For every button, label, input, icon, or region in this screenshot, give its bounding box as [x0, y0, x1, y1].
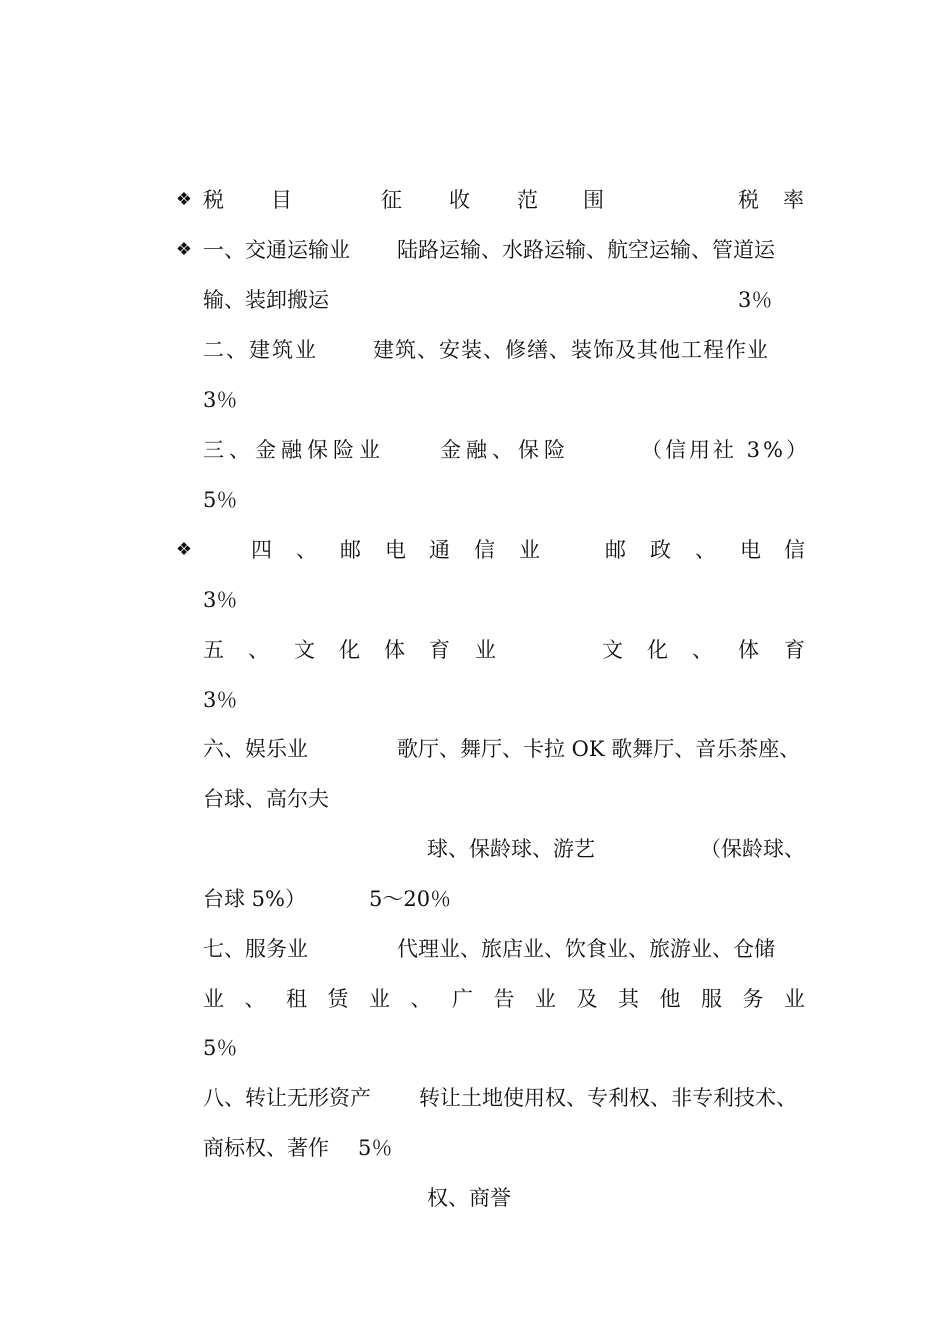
row-char: 业: [475, 638, 496, 662]
row-scope: 歌厅、舞厅、卡拉 OK 歌舞厅、音乐茶座、: [397, 737, 801, 761]
row-rate: 5％: [358, 1136, 393, 1160]
row-name: 二、建筑业: [203, 338, 318, 362]
header-col2-char: 围: [583, 188, 604, 212]
row-char: 五: [203, 638, 224, 662]
row-rate: 5％: [203, 488, 238, 512]
bullet-icon: ❖: [175, 239, 193, 260]
row-services-cont: [203, 983, 805, 1015]
row-scope: 转让土地使用权、专利权、非专利技术、: [419, 1086, 797, 1110]
row-scope: 金融、保险: [440, 438, 570, 462]
row-name: 七、服务业: [203, 937, 308, 961]
table-header: [203, 184, 823, 216]
row-char: 邮: [605, 538, 626, 562]
row-char: 他: [659, 987, 681, 1011]
header-col1-char: 税: [203, 188, 224, 212]
row-post-telecom-rate-line: [203, 584, 823, 616]
row-char: 务: [742, 987, 764, 1011]
row-char: 业: [784, 987, 805, 1011]
row-entertainment-cont3: [203, 883, 823, 915]
row-services: [203, 933, 823, 965]
row-char: 通: [429, 538, 450, 562]
row-rate: 5～20％: [369, 887, 452, 911]
row-char: 、: [692, 638, 713, 662]
row-transport-cont: [203, 284, 823, 316]
row-scope: 建筑、安装、修缮、装饰及其他工程作业: [373, 338, 769, 362]
row-rate: 3％: [203, 688, 238, 712]
row-intangible-assets-cont1: [203, 1132, 823, 1164]
row-rate: 5％: [203, 1036, 238, 1060]
row-char: 育: [784, 638, 805, 662]
row-char: 、: [695, 538, 716, 562]
row-char: 体: [738, 638, 759, 662]
bullet-icon: ❖: [175, 539, 193, 560]
row-scope: 代理业、旅店业、饮食业、旅游业、仓储: [397, 937, 775, 961]
row-culture-sports-rate-line: [203, 684, 823, 716]
row-char: 育: [429, 638, 450, 662]
row-char: 邮: [340, 538, 361, 562]
row-char: 文: [294, 638, 315, 662]
row-culture-sports: [203, 634, 823, 666]
row-char: 、: [244, 987, 266, 1011]
row-char: 四: [251, 538, 272, 562]
row-char: 及: [576, 987, 598, 1011]
row-services-rate-line: [203, 1032, 823, 1064]
row-entertainment-cont2: [203, 833, 823, 865]
row-intangible-assets: [203, 1082, 823, 1114]
row-char: 其: [618, 987, 639, 1011]
row-char: 电: [385, 538, 406, 562]
row-note: （信用社 3%）: [641, 438, 810, 462]
row-intangible-assets-cont2: [203, 1182, 823, 1214]
row-entertainment: [203, 733, 823, 765]
row-rate: 3％: [203, 588, 238, 612]
row-transport: [203, 234, 823, 266]
row-char: 告: [493, 987, 515, 1011]
row-char: 化: [339, 638, 360, 662]
row-char: 业: [519, 538, 540, 562]
row-scope-cont: 球、保龄球、游艺: [427, 837, 595, 861]
row-char: 信: [474, 538, 495, 562]
row-scope-cont: 商标权、著作: [203, 1136, 329, 1160]
row-char: 业: [369, 987, 390, 1011]
row-construction-rate-line: [203, 384, 823, 416]
row-note: （保龄球、: [700, 837, 805, 861]
header-col1-char: 目: [271, 188, 292, 212]
row-char: 广: [452, 987, 473, 1011]
row-char: 化: [647, 638, 668, 662]
row-name: 八、转让无形资产: [203, 1086, 371, 1110]
row-finance-rate-line: [203, 484, 823, 516]
row-char: 业: [203, 987, 224, 1011]
row-char: 服: [701, 987, 722, 1011]
row-scope-cont: 权、商誉: [427, 1186, 511, 1210]
row-char: 电: [740, 538, 761, 562]
row-construction: [203, 334, 823, 366]
row-name: 一、交通运输业: [203, 238, 350, 262]
row-post-telecom: [203, 534, 823, 566]
row-char: 、: [248, 638, 269, 662]
row-scope-cont: 台球、高尔夫: [203, 787, 329, 811]
row-char: 、: [410, 987, 432, 1011]
row-scope-cont: 输、装卸搬运: [203, 288, 329, 312]
bullet-icon: ❖: [175, 189, 193, 210]
row-char: 赁: [327, 987, 349, 1011]
row-char: 租: [286, 987, 307, 1011]
row-char: 信: [784, 538, 805, 562]
row-char: 业: [535, 987, 556, 1011]
row-note: 台球 5%）: [203, 887, 306, 911]
header-col2-char: 收: [449, 188, 470, 212]
header-col3-char: 税: [738, 188, 759, 212]
row-finance: [203, 434, 823, 466]
row-name: 三、金融保险业: [203, 438, 385, 462]
row-char: 文: [602, 638, 623, 662]
header-col2-char: 范: [517, 188, 538, 212]
row-char: 、: [296, 538, 317, 562]
row-char: 政: [650, 538, 671, 562]
header-col2-char: 征: [381, 188, 402, 212]
row-entertainment-cont1: [203, 783, 823, 815]
row-rate: 3％: [738, 288, 773, 312]
row-scope: 陆路运输、水路运输、航空运输、管道运: [397, 238, 775, 262]
row-char: 体: [384, 638, 405, 662]
row-name: 六、娱乐业: [203, 737, 308, 761]
header-col3-char: 率: [783, 188, 804, 212]
row-rate: 3％: [203, 388, 238, 412]
